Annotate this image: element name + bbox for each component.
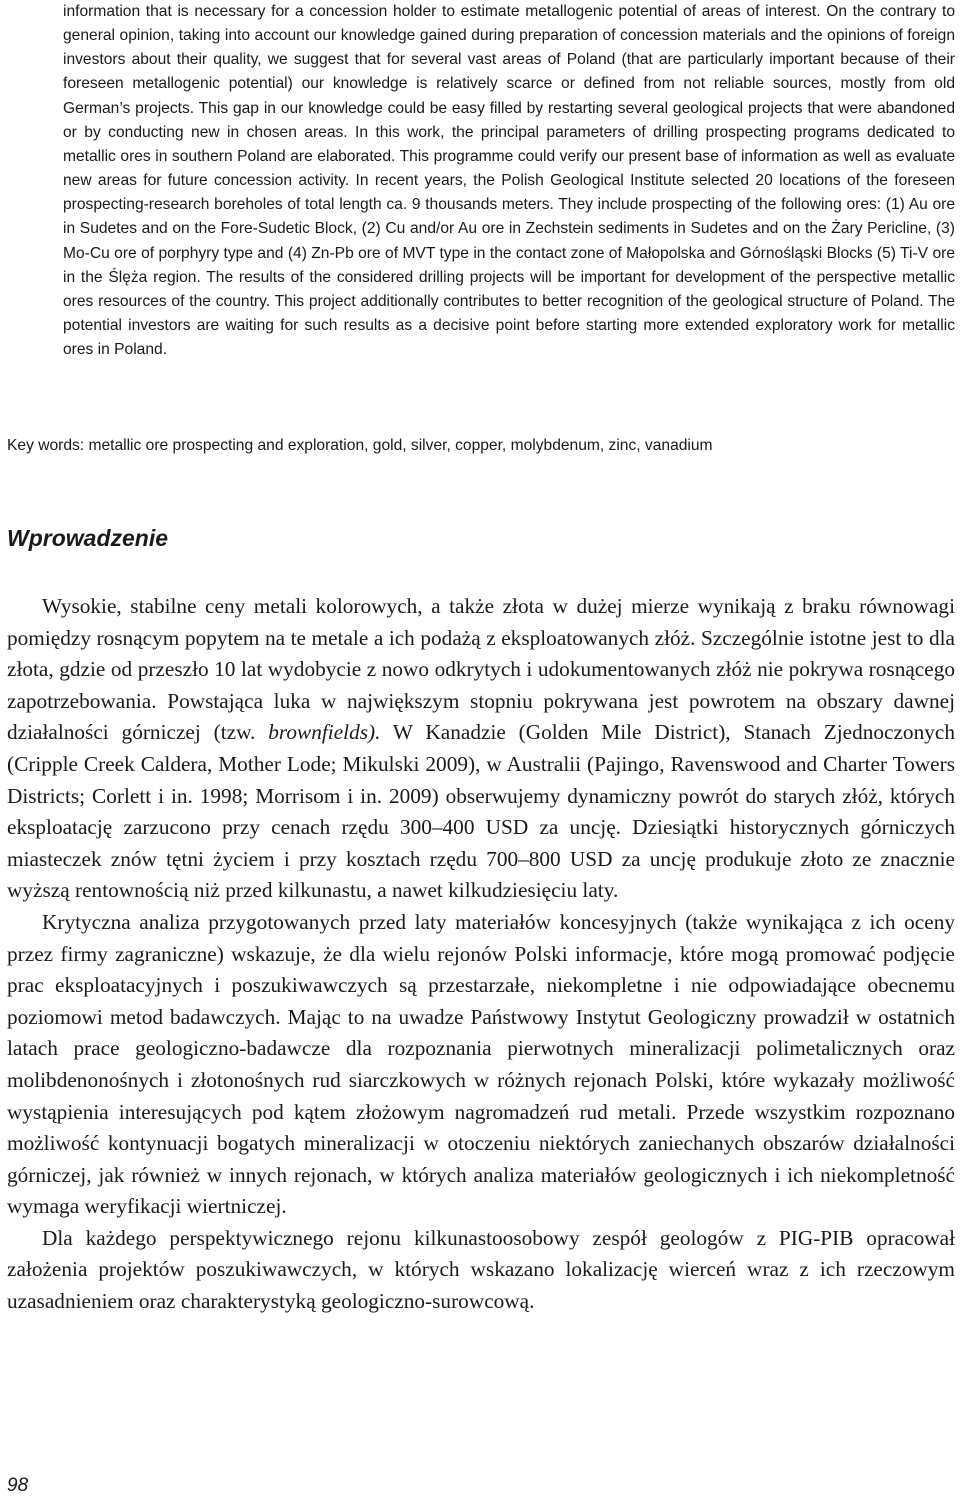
paragraph-1-text-b: W Kanadzie (Golden Mile District), Stanach Zjednoczonych (Cripple Creek Caldera, Mother Lode; Mikulski 2009), w Australii (Pajingo, Ravenswood and Charter Towers Districts; Corlett i in. 1998; Morrisom i in. 2009) obserwujemy dynamiczny powrót do starych złóż, których eksploatację zarzucono przy cenach rzędu 300–400 USD za uncję. Dziesiątki historycznych górniczych miasteczek znów tętni życiem i przy kosztach rzędu 700–800 USD za uncję produkuje złoto ze znacznie wyższą rentownością niż przed kilkunastu, a nawet kilkudziesięciu laty. (7, 720, 955, 903)
section-body (7, 591, 955, 1318)
page-number: 98 (7, 1475, 29, 1496)
paragraph-1-text-a: Wysokie, stabilne ceny metali kolorowych, a także złota w dużej mierze wynikają z braku równowagi pomiędzy rosnącym popytem na te metale a ich podażą z eksploatowanych złóż. Szczególnie istotne jest to dla złota, gdzie od przeszło 10 lat wydobycie z nowo odkrytych i udokumentowanych złóż nie pokrywa rosnącego zapotrzebowania. Powstająca luka w największym stopniu pokrywana jest powrotem na obszary dawnej działalności górniczej (tzw. (7, 594, 955, 745)
body-paragraph-1 (7, 591, 955, 907)
section-heading: Wprowadzenie (7, 525, 169, 551)
abstract-paragraph: information that is necessary for a concession holder to estimate metallogenic potential of areas of interest. On the contrary to general opinion, taking into account our knowledge gained during preparation of concession materials and the opinions of foreign investors about their quality, we suggest that for several vast areas of Poland (that are particularly important because of their foreseen metallogenic potential) our knowledge is relatively scarce or defined from not reliable sources, mostly from old German’s projects. This gap in our knowledge could be easy filled by restarting several geological projects that were abandoned or by conducting new in chosen areas. In this work, the principal parameters of drilling prospecting programs dedicated to metallic ores in southern Poland are elaborated. This programme could verify our present base of information as well as evaluate new areas for future concession activity. In recent years, the Polish Geological Institute selected 20 locations of the foreseen prospecting-research boreholes of total length ca. 9 thousands meters. They include prospecting of the following ores: (1) Au ore in Sudetes and on the Fore-Sudetic Block, (2) Cu and/or Au ore in Zechstein sediments in Sudetes and on the Żary Pericline, (3) Mo-Cu ore of porphyry type and (4) Zn-Pb ore of MVT type in the contact zone of Małopolska and Górnośląski Blocks (5) Ti-V ore in the Ślęża region. The results of the considered drilling projects will be important for development of the perspective metallic ores resources of the country. This project additionally contributes to better recognition of the geological structure of Poland. The potential investors are waiting for such results as a decisive point before starting more extended exploratory work for metallic ores in Poland. (63, 3, 955, 359)
keywords-line: Key words: metallic ore prospecting and exploration, gold, silver, copper, molybdenum, zinc, vanadium (7, 437, 713, 454)
body-paragraph-3: Dla każdego perspektywicznego rejonu kilkunastoosobowy zespół geologów z PIG-PIB opracował założenia projektów poszukiwawczych, w których wskazano lokalizację wierceń wraz z ich rzeczowym uzasadnieniem oraz charakterystyką geologiczno-surowcową. (7, 1225, 955, 1314)
body-paragraph-2: Krytyczna analiza przygotowanych przed laty materiałów koncesyjnych (także wynikająca z ich oceny przez firmy zagraniczne) wskazuje, że dla wielu rejonów Polski informacje, które mogą promować podjęcie prac eksploatacyjnych i poszukiwawczych są przestarzałe, niekompletne i nie odpowiadające obecnemu poziomowi metod badawczych. Mając to na uwadze Państwowy Instytut Geologiczny prowadził w ostatnich latach prace geologiczno-badawcze dla rozpoznania pierwotnych mineralizacji polimetalicznych oraz molibdenonośnych i złotonośnych rud siarczkowych w różnych rejonach Polski, które wykazały możliwość wystąpienia interesujących pod kątem złożowym nagromadzeń rud metali. Przede wszystkim rozpoznano możliwość kontynuacji bogatych mineralizacji w otoczeniu niektórych zaniechanych obszarów działalności górniczej, jak również w innych rejonach, w których analiza materiałów geologicznych i ich niekompletność wymaga weryfikacji wiertniczej. (7, 909, 955, 1219)
brownfields-term: brownfields). (268, 720, 381, 745)
